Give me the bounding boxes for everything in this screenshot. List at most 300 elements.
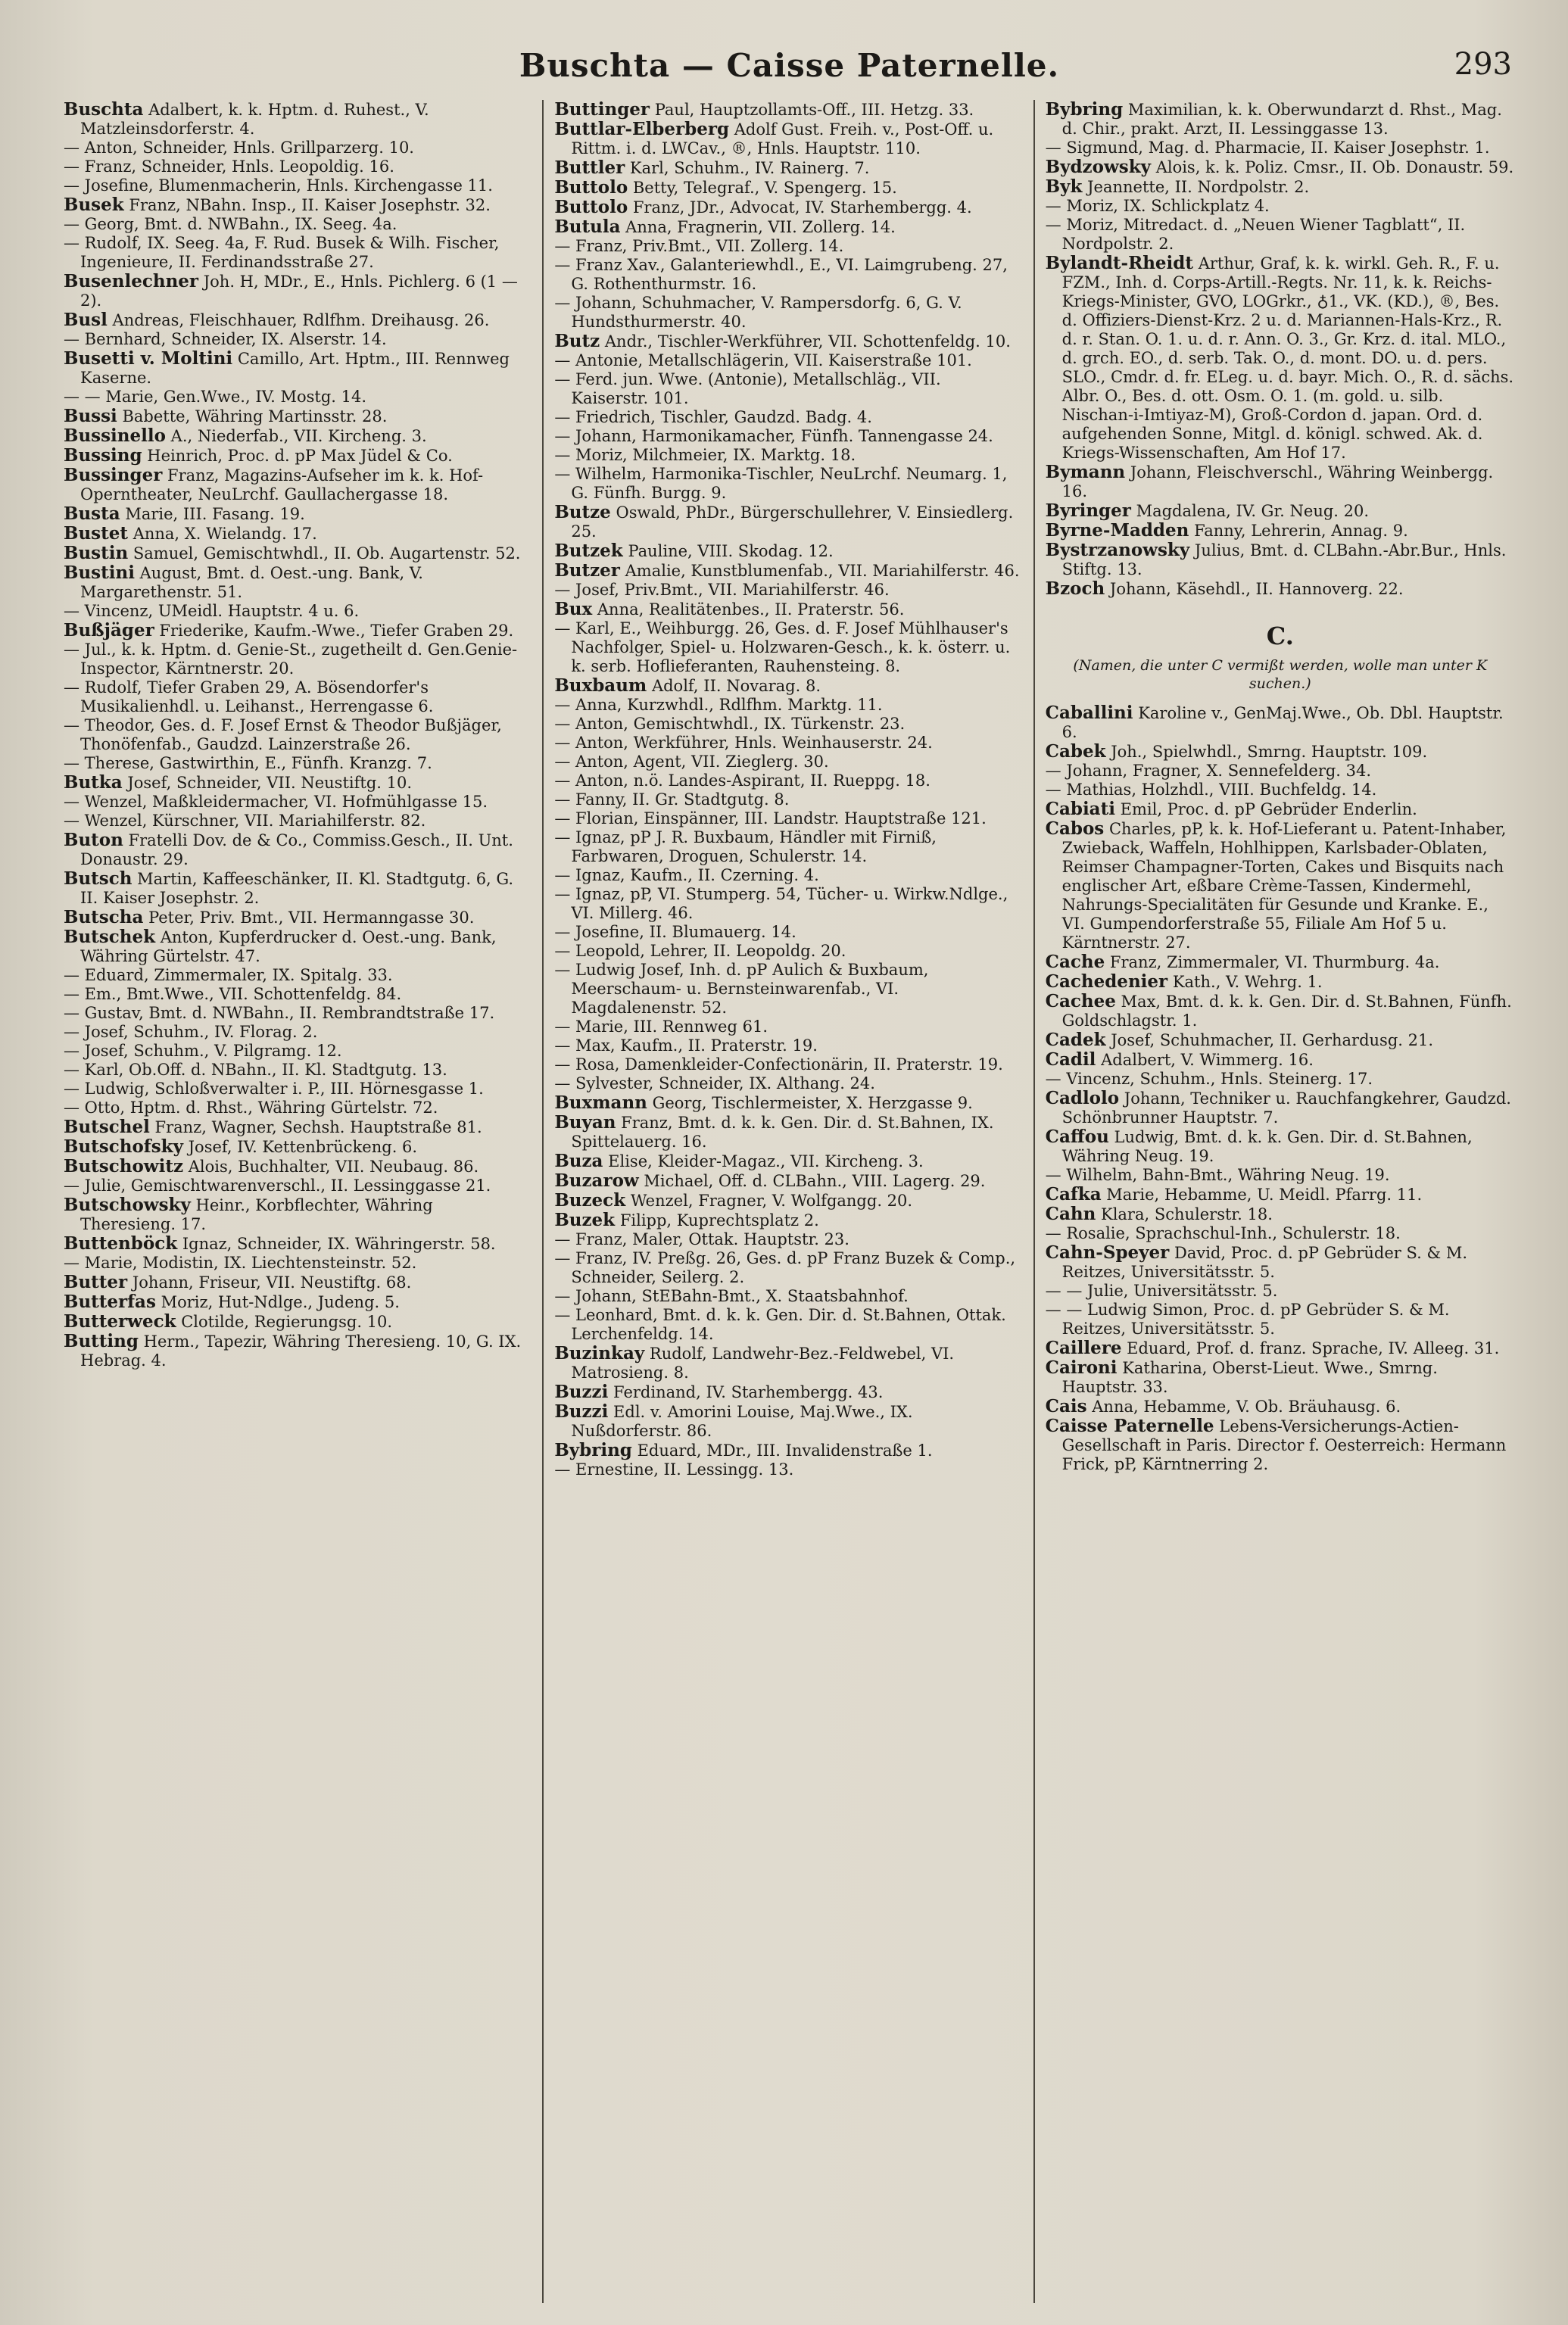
directory-entry xyxy=(64,773,531,793)
directory-entry xyxy=(64,640,531,678)
directory-entry xyxy=(1046,1050,1515,1070)
directory-entry xyxy=(1046,1127,1515,1166)
directory-entry xyxy=(554,866,1022,885)
entry-details: Anna, Fragnerin, VII. Zollerg. 14. xyxy=(625,218,896,236)
directory-entry xyxy=(554,676,1022,696)
section-letter: C. xyxy=(1266,622,1294,650)
directory-entry xyxy=(64,1332,531,1370)
entry-details: Johann, Techniker u. Rauchfangkehrer, Gaudzd. Schönbrunner Hauptstr. 7. xyxy=(1061,1089,1511,1127)
entry-details: Franz, Magazins-Aufseher im k. k. Hof-Operntheater, NeuLrchf. Gaullachergasse 18. xyxy=(80,466,484,503)
entry-surname: Cais xyxy=(1045,1396,1087,1417)
directory-entry xyxy=(64,100,531,139)
entry-details: Ferdinand, IV. Starhembergg. 43. xyxy=(613,1383,884,1401)
directory-entry xyxy=(64,1254,531,1273)
directory-columns xyxy=(53,100,1526,2303)
directory-entry xyxy=(64,139,531,157)
entry-surname: Cahn-Speyer xyxy=(1045,1242,1170,1263)
entry-surname: Buzarow xyxy=(554,1170,639,1191)
entry-surname: Bymann xyxy=(1045,462,1126,482)
entry-surname: Byringer xyxy=(1045,500,1131,521)
column-3 xyxy=(1035,100,1526,2303)
directory-entry xyxy=(64,330,531,349)
entry-surname: Cafka xyxy=(1045,1184,1102,1205)
entry-details: — Moriz, Milchmeier, IX. Marktg. 18. xyxy=(554,446,856,464)
directory-entry xyxy=(1046,579,1515,599)
entry-surname: Cahn xyxy=(1045,1204,1096,1224)
entry-surname: Caillere xyxy=(1045,1338,1122,1358)
entry-details: Babette, Währing Martinsstr. 28. xyxy=(122,407,388,425)
entry-details: Emil, Proc. d. pP Gebrüder Enderlin. xyxy=(1120,800,1417,818)
entry-surname: Bussinger xyxy=(64,465,163,485)
entry-details: — Theodor, Ges. d. F. Josef Ernst & Theodor Bußjäger, Thonöfenfab., Gaudzd. Lainzerstraße 26. xyxy=(64,716,502,753)
entry-surname: Bydzowsky xyxy=(1045,157,1151,177)
entry-details: — Moriz, Mitredact. d. „Neuen Wiener Tagblatt“, II. Nordpolstr. 2. xyxy=(1045,216,1466,253)
entry-details: — Johann, Schuhmacher, V. Rampersdorfg. 6, G. V. Hundsthurmerstr. 40. xyxy=(554,294,962,331)
directory-entry xyxy=(1046,1185,1515,1205)
directory-entry xyxy=(64,908,531,927)
entry-details: — Georg, Bmt. d. NWBahn., IX. Seeg. 4a. xyxy=(64,215,397,233)
entry-surname: Buyan xyxy=(554,1112,616,1133)
directory-entry xyxy=(64,812,531,831)
directory-entry xyxy=(554,1460,1022,1479)
directory-entry xyxy=(1046,742,1515,762)
directory-entry xyxy=(554,734,1022,753)
entry-surname: Butter xyxy=(64,1272,128,1292)
entry-details: Johann, Käsehdl., II. Hannoverg. 22. xyxy=(1109,580,1404,598)
entry-details: Filipp, Kuprechtsplatz 2. xyxy=(619,1211,819,1230)
directory-entry xyxy=(554,600,1022,619)
directory-entry xyxy=(64,1137,531,1157)
directory-entry xyxy=(1046,819,1515,952)
entry-details: Jeannette, II. Nordpolstr. 2. xyxy=(1087,178,1310,196)
entry-surname: Bystrzanowsky xyxy=(1045,540,1190,560)
entry-details: — Ludwig, Schloßverwalter i. P., III. Hörnesgasse 1. xyxy=(64,1080,484,1098)
directory-entry xyxy=(554,790,1022,809)
entry-surname: Butschofsky xyxy=(64,1136,183,1157)
entry-surname: Buzzi xyxy=(554,1382,609,1402)
entry-surname: Bussing xyxy=(64,445,142,466)
entry-details: Katharina, Oberst-Lieut. Wwe., Smrng. Hauptstr. 33. xyxy=(1061,1359,1438,1396)
directory-entry xyxy=(554,1441,1022,1460)
entry-details: — Rudolf, Tiefer Graben 29, A. Bösendorfer's Musikalienhdl. u. Leihanst., Herrengasse 6. xyxy=(64,678,434,715)
directory-entry xyxy=(554,427,1022,446)
entry-details: — Josef, Schuhm., IV. Florag. 2. xyxy=(64,1023,318,1041)
directory-entry xyxy=(64,426,531,446)
entry-details: Johann, Fleischverschl., Währing Weinbergg. 16. xyxy=(1061,463,1494,500)
directory-entry xyxy=(64,563,531,602)
entry-details: — Wilhelm, Harmonika-Tischler, NeuLrchf. Neumarg. 1, G. Fünfh. Burgg. 9. xyxy=(554,465,1008,502)
entry-details: — Anton, Agent, VII. Zieglerg. 30. xyxy=(554,753,829,771)
directory-entry xyxy=(1046,1397,1515,1417)
entry-details: — Ignaz, Kaufm., II. Czerning. 4. xyxy=(554,866,819,884)
entry-details: Franz, NBahn. Insp., II. Kaiser Josephstr. 32. xyxy=(129,196,491,214)
directory-entry xyxy=(64,1177,531,1195)
directory-entry xyxy=(554,217,1022,237)
directory-entry xyxy=(64,1292,531,1312)
directory-entry xyxy=(1046,541,1515,579)
entry-surname: Buzek xyxy=(554,1210,616,1230)
entry-surname: Buzinkay xyxy=(554,1343,645,1364)
entry-details: Joh., Spielwhdl., Smrng. Hauptstr. 109. xyxy=(1111,743,1428,761)
directory-entry xyxy=(554,1402,1022,1441)
entry-details: — Franz, Priv.Bmt., VII. Zollerg. 14. xyxy=(554,237,844,255)
directory-entry xyxy=(64,1080,531,1099)
entry-surname: Butz xyxy=(554,331,600,351)
entry-details: Franz, Wagner, Sechsh. Hauptstraße 81. xyxy=(154,1118,482,1136)
entry-details: Anna, X. Wielandg. 17. xyxy=(132,525,317,543)
entry-surname: Bybring xyxy=(1045,100,1124,120)
directory-entry xyxy=(64,1195,531,1234)
entry-surname: Cabos xyxy=(1045,818,1105,839)
directory-entry xyxy=(64,621,531,640)
entry-details: — Josefine, II. Blumauerg. 14. xyxy=(554,923,796,941)
entry-surname: Butterfas xyxy=(64,1292,156,1312)
entry-details: Heinrich, Proc. d. pP Max Jüdel & Co. xyxy=(147,447,453,465)
entry-details: — Franz, Maler, Ottak. Hauptstr. 23. xyxy=(554,1230,849,1248)
entry-details: Wenzel, Fragner, V. Wolfgangg. 20. xyxy=(630,1192,913,1210)
entry-surname: Busta xyxy=(64,503,120,524)
entry-details: — Franz, Schneider, Hnls. Leopoldig. 16. xyxy=(64,157,394,176)
entry-surname: Butschel xyxy=(64,1117,150,1137)
entry-surname: Bustet xyxy=(64,523,128,544)
directory-entry xyxy=(64,1099,531,1117)
directory-entry xyxy=(1046,254,1515,463)
directory-entry xyxy=(1046,197,1515,216)
section-note: (Namen, die unter C vermißt werden, wolle man unter K suchen.) xyxy=(1073,657,1488,692)
directory-entry xyxy=(64,176,531,195)
entry-surname: Cadil xyxy=(1045,1049,1096,1070)
directory-entry xyxy=(64,966,531,985)
entry-details: Ignaz, Schneider, IX. Währingerstr. 58. xyxy=(182,1235,496,1253)
directory-entry xyxy=(554,256,1022,294)
directory-entry xyxy=(1046,1358,1515,1397)
entry-surname: Bylandt-Rheidt xyxy=(1045,253,1193,273)
entry-details: — Leonhard, Bmt. d. k. k. Gen. Dir. d. St.Bahnen, Ottak. Lerchenfeldg. 14. xyxy=(554,1306,1006,1343)
entry-details: — Sylvester, Schneider, IX. Althang. 24. xyxy=(554,1074,875,1092)
entry-details: Heinr., Korbflechter, Währing Theresieng. 17. xyxy=(80,1196,433,1233)
entry-surname: Caballini xyxy=(1045,703,1133,723)
entry-surname: Cachee xyxy=(1045,991,1116,1011)
entry-details: Alois, k. k. Poliz. Cmsr., II. Ob. Donaustr. 59. xyxy=(1155,158,1514,176)
entry-surname: Busl xyxy=(64,310,108,330)
entry-surname: Buttolo xyxy=(554,197,628,217)
directory-entry xyxy=(1046,1205,1515,1224)
directory-entry xyxy=(64,602,531,621)
directory-entry xyxy=(554,158,1022,178)
directory-entry xyxy=(554,1093,1022,1113)
directory-entry xyxy=(554,923,1022,942)
directory-entry xyxy=(64,234,531,272)
directory-entry xyxy=(64,1023,531,1042)
entry-details: Karoline v., GenMaj.Wwe., Ob. Dbl. Hauptstr. 6. xyxy=(1061,704,1504,741)
entry-details: — Leopold, Lehrer, II. Leopoldg. 20. xyxy=(554,942,846,960)
entry-details: — Friedrich, Tischler, Gaudzd. Badg. 4. xyxy=(554,408,872,426)
entry-details: Adalbert, k. k. Hptm. d. Ruhest., V. Matzleinsdorferstr. 4. xyxy=(80,101,429,138)
entry-details: — Max, Kaufm., II. Praterstr. 19. xyxy=(554,1036,818,1055)
entry-details: Josef, Schuhmacher, II. Gerhardusg. 21. xyxy=(1111,1031,1434,1049)
entry-details: Samuel, Gemischtwhdl., II. Ob. Augartenstr. 52. xyxy=(132,544,521,563)
directory-entry xyxy=(554,370,1022,408)
directory-entry xyxy=(554,1344,1022,1382)
directory-entry xyxy=(1046,1301,1515,1339)
entry-details: — Vincenz, Schuhm., Hnls. Steinerg. 17. xyxy=(1045,1070,1373,1088)
entry-details: Pauline, VIII. Skodag. 12. xyxy=(628,542,834,560)
directory-entry xyxy=(64,1061,531,1080)
directory-entry xyxy=(1046,216,1515,254)
entry-details: — Johann, Fragner, X. Sennefelderg. 34. xyxy=(1045,762,1372,780)
entry-details: Charles, pP, k. k. Hof-Lieferant u. Patent-Inhaber, Zwieback, Waffeln, Hohlhippen, Karlsbader-Oblaten, Reimser Champagner-Torten, Cakes und Bisquits nach englischer Art, eßbare Crème-Tassen, Kindermehl, Nahrungs-Specialitäten für Gesunde und Kranke. E., VI. Gumpendorferstraße 55, Filiale Am Hof 5 u. Kärntnerstr. 27. xyxy=(1061,820,1507,952)
directory-entry xyxy=(554,465,1022,503)
entry-surname: Butscha xyxy=(64,907,144,927)
directory-entry xyxy=(554,1249,1022,1287)
entry-details: Anton, Kupferdrucker d. Oest.-ung. Bank, Währing Gürtelstr. 47. xyxy=(80,928,497,965)
entry-details: — Anton, Werkführer, Hnls. Weinhauserstr. 24. xyxy=(554,734,933,752)
entry-surname: Buschta xyxy=(64,100,144,120)
directory-entry xyxy=(554,961,1022,1018)
directory-entry xyxy=(64,388,531,407)
directory-entry xyxy=(554,1074,1022,1093)
entry-details: — Em., Bmt.Wwe., VII. Schottenfeldg. 84. xyxy=(64,985,402,1003)
directory-entry xyxy=(64,1042,531,1061)
entry-details: — Rosalie, Sprachschul-Inh., Schulerstr. 18. xyxy=(1045,1224,1401,1242)
entry-surname: Buxbaum xyxy=(554,675,647,696)
entry-details: Klara, Schulerstr. 18. xyxy=(1101,1205,1273,1223)
entry-details: Arthur, Graf, k. k. wirkl. Geh. R., F. u. FZM., Inh. d. Corps-Artill.-Regts. Nr. 11, k. k. Reichs-Kriegs-Minister, GVO, LOGrkr., ♁1., VK. (KD.), ®, Bes. d. Offiziers-Dienst-Krz. 2 u. d. Mariannen-Hals-Krz., R. d. r. Stan. O. 1. u. d. r. Ann. O. 3., Gr. Krz. d. ital. MLO., d. grch. EO., d. serb. Tak. O., d. mont. DO. u. d. pers. SLO., Cmdr. d. fr. ELeg. u. d. bayr. Mich. O., R. d. sächs. Albr. O., Bes. d. ott. Osm. O. 1. (m. gold. u. silb. Nischan-i-Imtiyaz-M), Groß-Cordon d. japan. Ord. d. aufgehenden Sonne, Mitgl. d. königl. schwed. Ak. d. Kriegs-Wissenschaften, Am Hof 17. xyxy=(1061,254,1514,462)
entry-surname: Butting xyxy=(64,1331,139,1351)
entry-details: — — Julie, Universitätsstr. 5. xyxy=(1045,1282,1278,1300)
entry-details: Adalbert, V. Wimmerg. 16. xyxy=(1101,1051,1314,1069)
entry-details: — Josef, Schuhm., V. Pilgramg. 12. xyxy=(64,1042,342,1060)
entry-details: Anna, Hebamme, V. Ob. Bräuhausg. 6. xyxy=(1092,1398,1401,1416)
directory-entry xyxy=(1046,1243,1515,1282)
entry-surname: Butzek xyxy=(554,541,623,561)
directory-entry xyxy=(554,1152,1022,1171)
entry-details: — Marie, Modistin, IX. Liechtensteinstr. 52. xyxy=(64,1254,417,1272)
directory-entry xyxy=(1046,501,1515,521)
directory-entry xyxy=(64,831,531,869)
directory-entry xyxy=(554,1191,1022,1211)
entry-surname: Bussinello xyxy=(64,425,166,446)
entry-surname: Bzoch xyxy=(1045,578,1105,599)
directory-entry xyxy=(1046,521,1515,541)
directory-entry xyxy=(554,942,1022,961)
entry-details: — Florian, Einspänner, III. Landstr. Hauptstraße 121. xyxy=(554,809,987,827)
entry-details: — Gustav, Bmt. d. NWBahn., II. Rembrandtstraße 17. xyxy=(64,1004,495,1022)
directory-entry xyxy=(64,716,531,754)
running-head: Buschta — Caisse Paternelle. xyxy=(519,47,1060,84)
entry-surname: Byk xyxy=(1045,176,1083,197)
entry-surname: Cadlolo xyxy=(1045,1088,1120,1108)
entry-details: Julius, Bmt. d. CLBahn.-Abr.Bur., Hnls. Stiftg. 13. xyxy=(1061,541,1507,578)
entry-details: Anna, Realitätenbes., II. Praterstr. 56. xyxy=(597,600,905,619)
entry-details: Rudolf, Landwehr-Bez.-Feldwebel, VI. Matrosieng. 8. xyxy=(571,1345,955,1382)
directory-entry xyxy=(64,678,531,716)
directory-entry xyxy=(554,198,1022,217)
entry-details: Edl. v. Amorini Louise, Maj.Wwe., IX. Nußdorferstr. 86. xyxy=(571,1403,913,1440)
directory-entry xyxy=(554,100,1022,120)
directory-entry xyxy=(64,1234,531,1254)
entry-details: Josef, IV. Kettenbrückeng. 6. xyxy=(188,1138,418,1156)
entry-surname: Caisse Paternelle xyxy=(1045,1416,1214,1436)
directory-entry xyxy=(64,1273,531,1292)
directory-entry xyxy=(64,466,531,504)
directory-entry xyxy=(64,544,531,563)
directory-entry xyxy=(554,1036,1022,1055)
entry-details: Franz, Bmt. d. k. k. Gen. Dir. d. St.Bahnen, IX. Spittelauerg. 16. xyxy=(571,1114,994,1151)
page-header xyxy=(53,38,1526,100)
directory-entry xyxy=(64,504,531,524)
entry-surname: Buton xyxy=(64,830,123,850)
directory-entry xyxy=(64,407,531,426)
entry-details: — Ignaz, pP J. R. Buxbaum, Händler mit Firniß, Farbwaren, Droguen, Schulerstr. 14. xyxy=(554,828,937,865)
entry-details: — Franz, IV. Preßg. 26, Ges. d. pP Franz Buzek & Comp., Schneider, Seilerg. 2. xyxy=(554,1249,1016,1286)
directory-entry xyxy=(554,237,1022,256)
directory-entry xyxy=(1046,139,1515,157)
entry-details: Moriz, Hut-Ndlge., Judeng. 5. xyxy=(161,1293,400,1311)
entry-details: Fanny, Lehrerin, Annag. 9. xyxy=(1194,522,1408,540)
entry-surname: Cadek xyxy=(1045,1030,1106,1050)
directory-entry xyxy=(1046,1166,1515,1185)
entry-details: Max, Bmt. d. k. k. Gen. Dir. d. St.Bahnen, Fünfh. Goldschlagstr. 1. xyxy=(1061,993,1512,1030)
directory-entry xyxy=(554,541,1022,561)
entry-details: — — Ludwig Simon, Proc. d. pP Gebrüder S. & M. Reitzes, Universitätsstr. 5. xyxy=(1045,1301,1450,1338)
entry-details: Maximilian, k. k. Oberwundarzt d. Rhst., Mag. d. Chir., prakt. Arzt, II. Lessinggasse 13. xyxy=(1061,101,1502,138)
entry-surname: Bustini xyxy=(64,563,135,583)
directory-entry xyxy=(64,524,531,544)
directory-entry xyxy=(554,753,1022,771)
entry-details: Betty, Telegraf., V. Spengerg. 15. xyxy=(632,179,897,197)
entry-details: August, Bmt. d. Oest.-ung. Bank, V. Margarethenstr. 51. xyxy=(80,564,423,601)
entry-surname: Cache xyxy=(1045,952,1105,972)
entry-details: — Rosa, Damenkleider-Confectionärin, II. Praterstr. 19. xyxy=(554,1055,1003,1074)
directory-entry xyxy=(554,1230,1022,1249)
entry-details: — Eduard, Zimmermaler, IX. Spitalg. 33. xyxy=(64,966,393,984)
page-number: 293 xyxy=(1454,47,1512,82)
entry-details: — Wilhelm, Bahn-Bmt., Währing Neug. 19. xyxy=(1045,1166,1390,1184)
entry-surname: Buza xyxy=(554,1151,603,1171)
entry-details: Marie, III. Fasang. 19. xyxy=(125,505,305,523)
directory-entry xyxy=(1046,463,1515,501)
directory-entry xyxy=(554,178,1022,198)
directory-entry xyxy=(554,1171,1022,1191)
entry-details: — Ernestine, II. Lessingg. 13. xyxy=(554,1460,794,1479)
entry-details: Amalie, Kunstblumenfab., VII. Mariahilferstr. 46. xyxy=(625,562,1020,580)
directory-entry xyxy=(1046,799,1515,819)
directory-entry xyxy=(1046,1417,1515,1474)
directory-entry xyxy=(64,215,531,234)
entry-details: Herm., Tapezir, Währing Theresieng. 10, G. IX. Hebrag. 4. xyxy=(80,1332,522,1370)
entry-surname: Bussi xyxy=(64,406,117,426)
entry-details: Andr., Tischler-Werkführer, VII. Schottenfeldg. 10. xyxy=(604,332,1011,351)
entry-details: Camillo, Art. Hptm., III. Rennweg Kaserne. xyxy=(80,350,510,387)
entry-details: Fratelli Dov. de & Co., Commiss.Gesch., II. Unt. Donaustr. 29. xyxy=(80,831,513,868)
entry-details: Eduard, Prof. d. franz. Sprache, IV. Alleeg. 31. xyxy=(1127,1339,1500,1357)
entry-details: Johann, Friseur, VII. Neustiftg. 68. xyxy=(132,1273,412,1292)
directory-entry xyxy=(64,927,531,966)
directory-entry xyxy=(64,1312,531,1332)
directory-entry xyxy=(554,446,1022,465)
entry-surname: Butka xyxy=(64,772,123,793)
entry-details: — Jul., k. k. Hptm. d. Genie-St., zugetheilt d. Gen.Genie-Inspector, Kärntnerstr. 20. xyxy=(64,640,518,678)
directory-entry xyxy=(64,310,531,330)
entry-surname: Buttlar-Elberberg xyxy=(554,119,730,139)
entry-details: — Karl, E., Weihburgg. 26, Ges. d. F. Josef Mühlhauser's Nachfolger, Spiel- u. Holzwaren-Gesch., k. k. österr. u. k. serb. Hoflieferanten, Rauhensteing. 8. xyxy=(554,619,1011,675)
entry-surname: Busenlechner xyxy=(64,271,199,291)
entry-details: — Josefine, Blumenmacherin, Hnls. Kirchengasse 11. xyxy=(64,176,493,195)
directory-entry xyxy=(554,408,1022,427)
directory-entry xyxy=(1046,1224,1515,1243)
entry-surname: Buttinger xyxy=(554,100,650,120)
directory-entry xyxy=(554,1382,1022,1402)
entry-surname: Cachedenier xyxy=(1045,971,1168,992)
entry-details: — Johann, Harmonikamacher, Fünfh. Tannengasse 24. xyxy=(554,427,993,445)
entry-details: Marie, Hebamme, U. Meidl. Pfarrg. 11. xyxy=(1106,1186,1423,1204)
directory-entry xyxy=(554,503,1022,541)
directory-entry xyxy=(554,120,1022,158)
entry-details: A., Niederfab., VII. Kircheng. 3. xyxy=(170,427,427,445)
entry-surname: Busek xyxy=(64,195,124,215)
entry-surname: Caironi xyxy=(1045,1357,1118,1378)
entry-surname: Byrne-Madden xyxy=(1045,520,1189,541)
directory-entry xyxy=(554,828,1022,866)
directory-entry xyxy=(1046,781,1515,799)
entry-details: — Anton, Schneider, Hnls. Grillparzerg. 10. xyxy=(64,139,414,157)
entry-details: — Franz Xav., Galanteriewhdl., E., VI. Laimgrubeng. 27, G. Rothenthurmstr. 16. xyxy=(554,256,1008,293)
directory-entry xyxy=(1046,703,1515,742)
entry-surname: Butterweck xyxy=(64,1311,176,1332)
entry-surname: Buttenböck xyxy=(64,1233,178,1254)
entry-details: Adolf, II. Novarag. 8. xyxy=(651,677,821,695)
entry-details: — Rudolf, IX. Seeg. 4a, F. Rud. Busek & Wilh. Fischer, Ingenieure, II. Ferdinandsstraße 27. xyxy=(64,234,500,271)
column-1 xyxy=(53,100,544,2303)
entry-surname: Butschowitz xyxy=(64,1156,184,1177)
entry-surname: Caffou xyxy=(1045,1127,1109,1147)
entry-surname: Buzzi xyxy=(554,1401,609,1422)
entry-details: Joh. H, MDr., E., Hnls. Pichlerg. 6 (1 — 2). xyxy=(80,273,518,310)
directory-entry xyxy=(1046,100,1515,139)
directory-entry xyxy=(64,272,531,310)
directory-entry xyxy=(64,157,531,176)
entry-details: Eduard, MDr., III. Invalidenstraße 1. xyxy=(637,1441,933,1460)
entry-details: — Moriz, IX. Schlickplatz 4. xyxy=(1045,197,1270,215)
entry-details: — Mathias, Holzhdl., VIII. Buchfeldg. 14. xyxy=(1045,781,1377,799)
directory-entry xyxy=(1046,157,1515,177)
entry-details: Lebens-Versicherungs-Actien-Gesellschaft in Paris. Director f. Oesterreich: Hermann Frick, pP, Kärntnerring 2. xyxy=(1061,1417,1507,1473)
directory-entry xyxy=(64,1117,531,1137)
entry-details: — Otto, Hptm. d. Rhst., Währing Gürtelstr. 72. xyxy=(64,1099,438,1117)
column-2 xyxy=(544,100,1034,2303)
entry-surname: Cabiati xyxy=(1045,799,1115,819)
entry-details: Andreas, Fleischhauer, Rdlfhm. Dreihausg. 26. xyxy=(112,311,490,329)
directory-entry xyxy=(1046,1339,1515,1358)
entry-details: Peter, Priv. Bmt., VII. Hermanngasse 30. xyxy=(148,908,475,927)
entry-details: Magdalena, IV. Gr. Neug. 20. xyxy=(1136,502,1370,520)
entry-details: — Ludwig Josef, Inh. d. pP Aulich & Buxbaum, Meerschaum- u. Bernsteinwarenfab., VI. Magdalenenstr. 52. xyxy=(554,961,929,1017)
directory-entry xyxy=(1046,952,1515,972)
directory-entry xyxy=(64,1004,531,1023)
directory-entry xyxy=(554,1287,1022,1306)
entry-surname: Butsch xyxy=(64,868,132,889)
entry-surname: Buxmann xyxy=(554,1092,647,1113)
entry-details: Elise, Kleider-Magaz., VII. Kircheng. 3. xyxy=(608,1152,924,1170)
entry-surname: Butula xyxy=(554,217,621,237)
directory-entry xyxy=(1046,762,1515,781)
directory-entry xyxy=(554,1211,1022,1230)
directory-entry xyxy=(64,754,531,773)
entry-surname: Busetti v. Moltini xyxy=(64,348,233,369)
entry-details: — Ignaz, pP, VI. Stumperg. 54, Tücher- u. Wirkw.Ndlge., VI. Millerg. 46. xyxy=(554,885,1008,922)
directory-entry xyxy=(554,1306,1022,1344)
